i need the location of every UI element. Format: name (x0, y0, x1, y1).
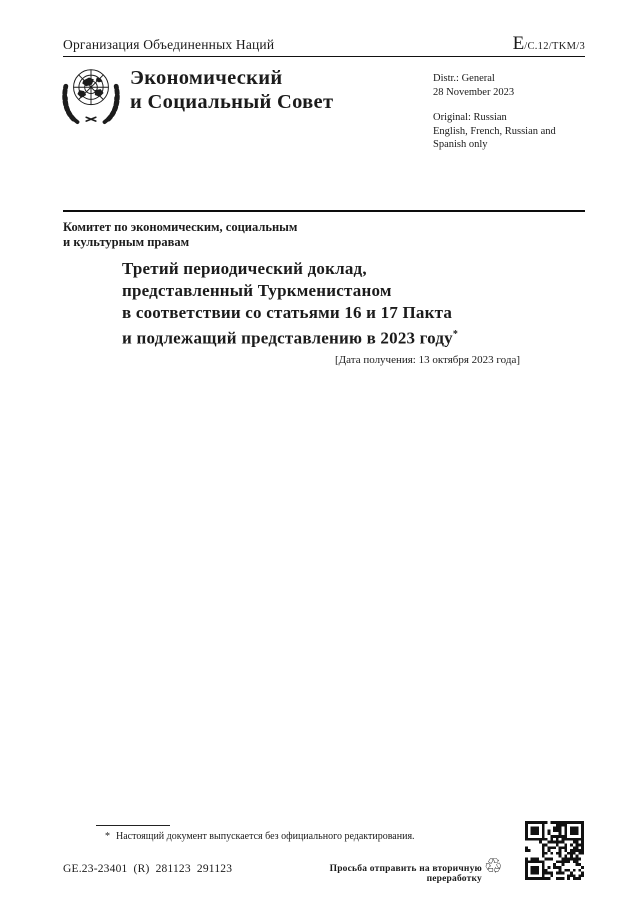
title-line1: Третий периодический доклад, (122, 259, 367, 278)
original-line: Original: Russian (433, 112, 507, 123)
council-title (130, 66, 333, 114)
title-footnote-marker: * (452, 329, 459, 340)
footnote (96, 830, 456, 843)
title-line3: в соответствии со статьями 16 и 17 Пакта (122, 303, 453, 322)
committee-line1: Комитет по экономическим, социальным (63, 220, 298, 234)
council-title-line1: Экономический (130, 67, 283, 89)
distr-block (433, 72, 588, 152)
doc-code: GE.23-23401 (R) 281123 291123 (63, 863, 233, 875)
footnote-separator (96, 825, 170, 826)
document-title (122, 258, 542, 350)
title-line4: и подлежащий представлению в 2023 году* (122, 328, 459, 348)
header-row (63, 33, 585, 55)
date-received: [Дата получения: 13 октября 2023 года] (334, 354, 520, 366)
header-rule-thick (63, 210, 585, 212)
un-org-name: Организация Объединенных Наций (63, 37, 275, 52)
title-line2: представленный Туркменистаном (122, 281, 392, 300)
un-emblem-icon (60, 62, 122, 126)
languages-line1: English, French, Russian and (433, 125, 556, 137)
doc-symbol (513, 33, 585, 55)
distr-line: Distr.: General (433, 73, 495, 84)
recycle-note: Просьба отправить на вторичную переработку (329, 864, 482, 884)
distr-gap (433, 99, 588, 111)
qr-code (525, 821, 584, 880)
languages-line2: Spanish only (433, 139, 488, 150)
footnote-text: Настоящий документ выпускается без официального редактирования. (116, 831, 415, 842)
header-rule-thin (63, 56, 585, 57)
doc-symbol-suffix: /C.12/TKM/3 (524, 41, 585, 52)
distr-date: 28 November 2023 (433, 86, 515, 98)
doc-symbol-prefix: E (512, 33, 525, 54)
recycle-icon: ♲ (484, 854, 503, 878)
footnote-marker: * (105, 831, 110, 842)
council-title-line2: и Социальный Совет (130, 91, 334, 113)
committee-heading (63, 220, 297, 250)
committee-line2: и культурным правам (63, 235, 190, 249)
